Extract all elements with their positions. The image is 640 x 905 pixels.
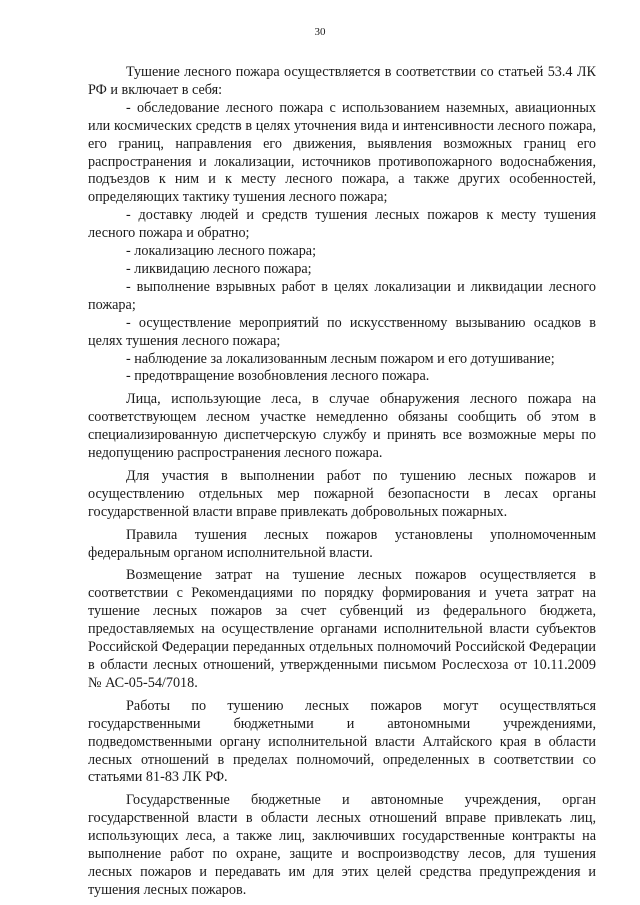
paragraph-cost-reimbursement: Возмещение затрат на тушение лесных пожаров осуществляется в соответствии с Рекомендациями по порядку формирования и учета затрат на тушение лесных пожаров за счет субвенций из федерального бюджета, предоставляемых на осуществление органами исполнительной власти субъектов Российской Федерации переданных отдельных полномочий Российской Федерации в области лесных отношений, утвержденными письмом Рослесхоза от 10.11.2009 № АС-05-54/7018. [88, 567, 596, 691]
paragraph-rules: Правила тушения лесных пожаров установлены уполномоченным федеральным органом исполнительной власти. [88, 526, 596, 561]
list-item-survey: - обследование лесного пожара с использованием наземных, авиационных или космических средств в целях уточнения вида и интенсивности лесного пожара, его границ, направления его движения, выявления возможных границ его распространения и локализации, источников противопожарного водоснабжения, подъездов к ним и к месту лесного пожара, а также других особенностей, определяющих тактику тушения лесного пожара; [88, 99, 596, 206]
list-item-blasting: - выполнение взрывных работ в целях локализации и ликвидации лесного пожара; [88, 278, 596, 313]
list-item-prevention: - предотвращение возобновления лесного пожара. [126, 368, 430, 385]
paragraph-institutions: Работы по тушению лесных пожаров могут осуществляться государственными бюджетными и автономными учреждениями, подведомственными органу исполнительной власти Алтайского края в области лесных отношений в пределах полномочий, определенных в соответствии со статьями 81-83 ЛК РФ. [88, 697, 596, 786]
document-body [88, 64, 596, 900]
paragraph-involvement: Государственные бюджетные и автономные учреждения, орган государственной власти в области лесных отношений вправе привлекать лиц, использующих леса, а также лиц, заключивших государственные контракты на выполнение работ по охране, защите и воспроизводству лесов, для тушения лесных пожаров и передавать им для этих целей средства предупреждения и тушения лесных пожаров. [88, 792, 596, 898]
page-number: 30 [314, 26, 326, 38]
list-item-monitoring: - наблюдение за локализованным лесным пожаром и его дотушивание; [126, 350, 555, 367]
paragraph-forest-users: Лица, использующие леса, в случае обнаружения лесного пожара на соответствующем лесном участке немедленно обязаны сообщить об этом в специализированную диспетчерскую службу и принять все возможные меры по недопущению распространения лесного пожара. [88, 391, 596, 462]
list-item-delivery: - доставку людей и средств тушения лесных пожаров к месту тушения лесного пожара и обратно; [88, 207, 596, 242]
paragraph-volunteers: Для участия в выполнении работ по тушению лесных пожаров и осуществлению отдельных мер пожарной безопасности в лесах органы государственной власти вправе привлекать добровольных пожарных. [88, 467, 596, 520]
list-item-artificial-precipitation: - осуществление мероприятий по искусственному вызыванию осадков в целях тушения лесного пожара; [88, 314, 596, 349]
list-item-liquidation: - ликвидацию лесного пожара; [126, 260, 312, 277]
list-item-localization: - локализацию лесного пожара; [126, 243, 317, 260]
intro-paragraph: Тушение лесного пожара осуществляется в соответствии со статьей 53.4 ЛК РФ и включает в себя: [88, 64, 596, 98]
